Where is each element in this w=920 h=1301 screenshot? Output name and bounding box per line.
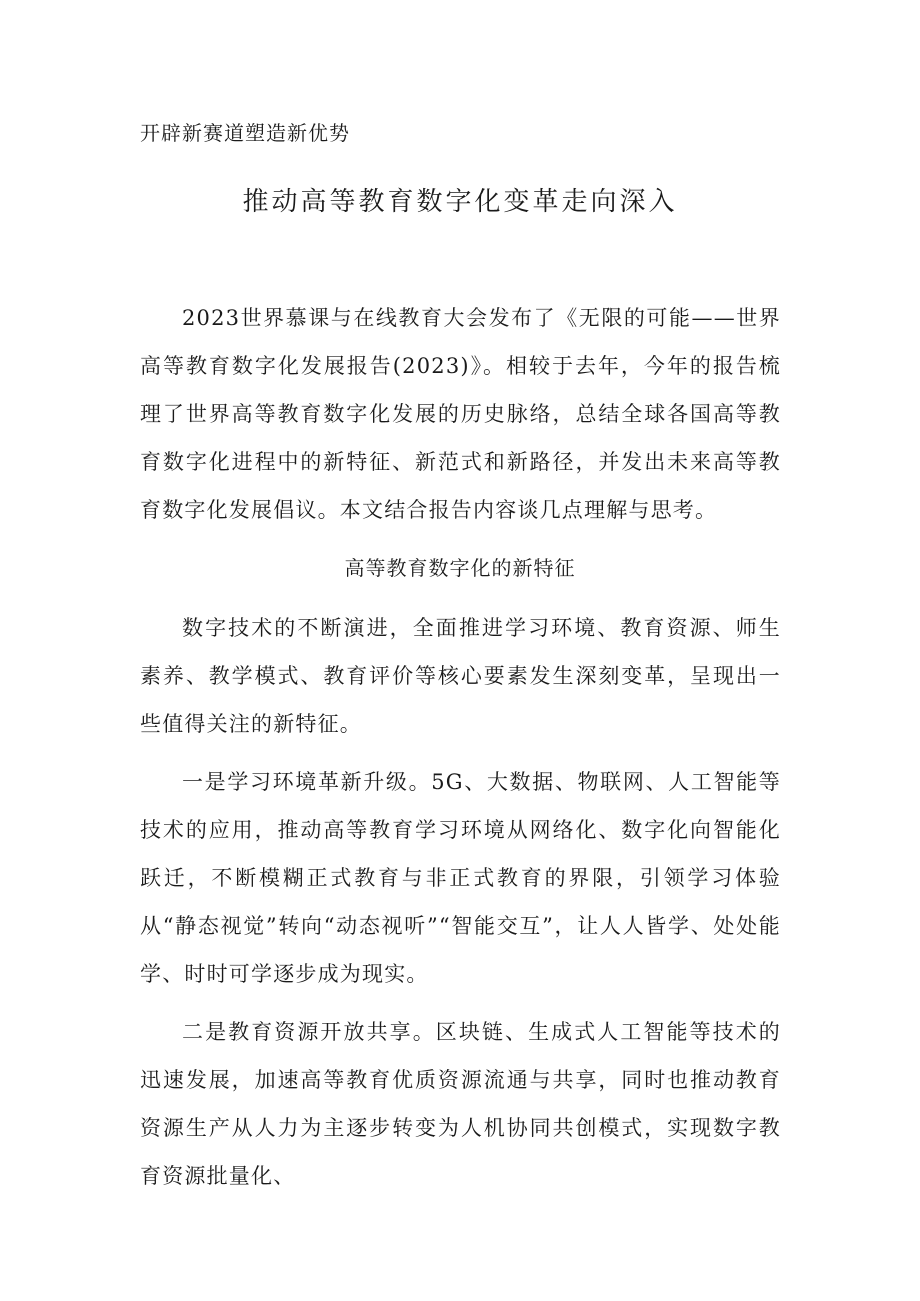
section-heading: 高等教育数字化的新特征	[344, 556, 576, 580]
intro-paragraph: 2023世界慕课与在线教育大会发布了《无限的可能——世界高等教育数字化发展报告(2023)》。相较于去年，今年的报告梳理了世界高等教育数字化发展的历史脉络，总结全球各国高等教育数字化进程中的新特征、新范式和新路径，并发出未来高等教育数字化发展倡议。本文结合报告内容谈几点理解与思考。	[140, 306, 781, 522]
article-kicker: 开辟新赛道塑造新优势	[140, 121, 350, 145]
body-paragraph: 二是教育资源开放共享。区块链、生成式人工智能等技术的迅速发展，加速高等教育优质资源流通与共享，同时也推动教育资源生产从人力为主逐步转变为人机协同共创模式，实现数字教育资源批量化、	[140, 1020, 781, 1188]
body-paragraph: 数字技术的不断演进，全面推进学习环境、教育资源、师生素养、教学模式、教育评价等核心要素发生深刻变革，呈现出一些值得关注的新特征。	[140, 616, 781, 736]
body-paragraph: 一是学习环境革新升级。5G、大数据、物联网、人工智能等技术的应用，推动高等教育学习环境从网络化、数字化向智能化跃迁，不断模糊正式教育与非正式教育的界限，引领学习体验从“静态视觉”转向“动态视听”“智能交互”，让人人皆学、处处能学、时时可学逐步成为现实。	[140, 770, 781, 986]
article-title: 推动高等教育数字化变革走向深入	[242, 187, 678, 217]
